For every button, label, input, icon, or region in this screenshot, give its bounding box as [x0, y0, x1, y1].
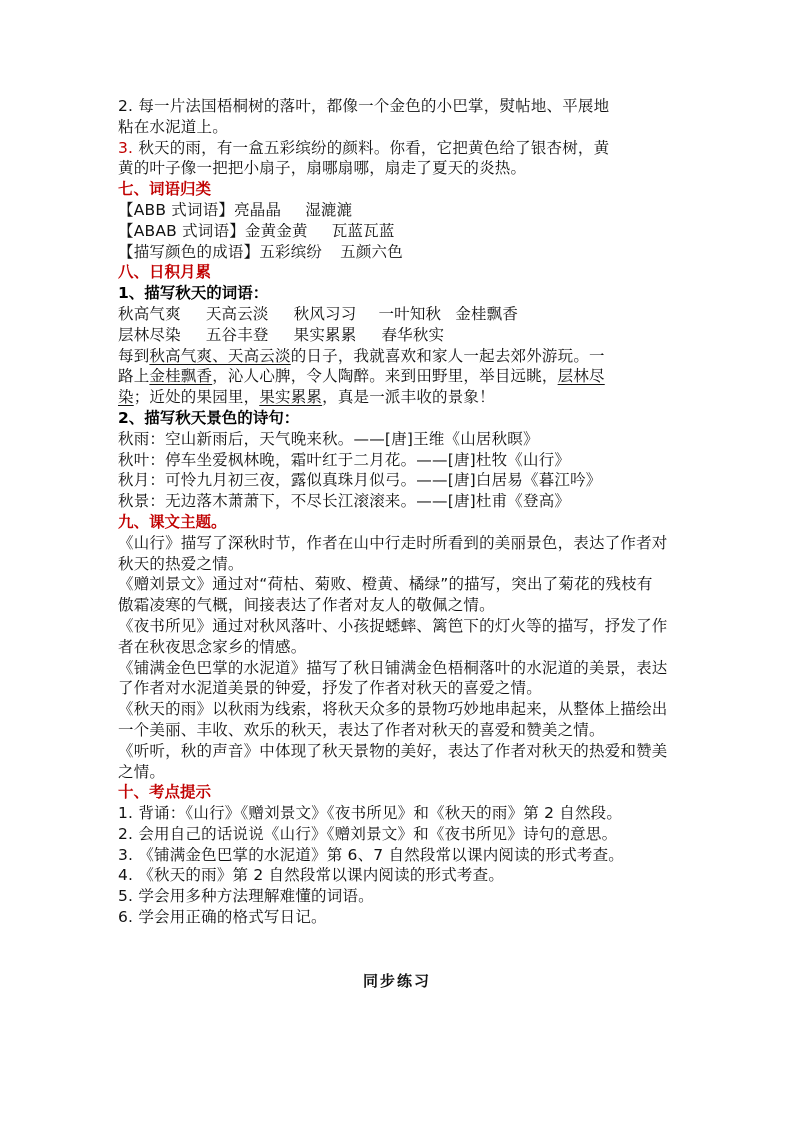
- subheading: 1、描写秋天的词语：: [118, 284, 269, 303]
- text-line: 了作者对水泥道美景的钟爱，抒发了作者对秋天的喜爱之情。: [118, 679, 542, 698]
- list-item: 4. 《秋天的雨》第 2 自然段常以课内阅读的形式考查。: [118, 866, 505, 885]
- text-line: 黄的叶子像一把把小扇子，扇哪扇哪，扇走了夏天的炎热。: [118, 159, 527, 178]
- document-body: [118, 96, 678, 928]
- list-item: 5. 学会用多种方法理解难懂的词语。: [118, 887, 374, 906]
- text-span: ；近处的果园里，: [133, 388, 260, 407]
- text-line: [118, 387, 678, 408]
- text-line: 《赠刘景文》通过对“荷枯、菊败、橙黄、橘绿”的描写，突出了菊花的残枝有: [118, 575, 653, 594]
- word: 五谷丰登: [205, 325, 269, 344]
- word: 一叶知秋: [378, 304, 442, 323]
- poem-line: 秋月：可怜九月初三夜，露似真珠月似弓。——[唐]白居易《暮江吟》: [118, 471, 602, 490]
- word: 天高云淡: [205, 304, 269, 323]
- list-item: 2. 会用自己的话说说《山行》《赠刘景文》和《夜书所见》诗句的意思。: [118, 824, 618, 843]
- text-span: ，真是一派丰收的景象！: [322, 388, 495, 407]
- poem-line: 秋叶：停车坐爱枫林晚，霜叶红于二月花。——[唐]杜牧《山行》: [118, 450, 571, 469]
- text-line: 《山行》描写了深秋时节，作者在山中行走时所看到的美丽景色，表达了作者对: [118, 533, 668, 552]
- text-line: 粘在水泥道上。: [118, 117, 228, 136]
- word-row: [118, 325, 678, 346]
- text-line: 《铺满金色巴掌的水泥道》描写了秋日铺满金色梧桐落叶的水泥道的美景，表达: [118, 658, 668, 677]
- subheading: 2、描写秋天景色的诗句：: [118, 408, 300, 427]
- word: 秋高气爽: [118, 304, 181, 323]
- poem-line: 秋景：无边落木萧萧下，不尽长江滚滚来。——[唐]杜甫《登高》: [118, 492, 571, 511]
- word: 金桂飘香: [455, 304, 519, 323]
- word: 层林尽染: [118, 325, 181, 344]
- text-span: 路上: [118, 367, 150, 386]
- text-line: 之情。: [118, 762, 166, 781]
- section-heading-8: 八、日积月累: [118, 263, 212, 282]
- word: 瓦蓝瓦蓝: [331, 221, 395, 240]
- text-line: [118, 346, 678, 367]
- word: 果实累累: [293, 325, 357, 344]
- list-item: 1. 背诵：《山行》《赠刘景文》《夜书所见》和《秋天的雨》第 2 自然段。: [118, 804, 623, 823]
- word-row: [118, 304, 678, 325]
- word: 春华秋实: [381, 325, 445, 344]
- section-heading-9: 九、课文主题。: [118, 512, 227, 531]
- group-label: 【ABAB 式词语】: [118, 221, 245, 240]
- text-line: 傲霜凌寒的气概，间接表达了作者对友人的敬佩之情。: [118, 596, 495, 615]
- list-item: 6. 学会用正确的格式写日记。: [118, 908, 327, 927]
- list-item: 3. 《铺满金色巴掌的水泥道》第 6、7 自然段常以课内阅读的形式考查。: [118, 845, 624, 864]
- word-group-color: [118, 242, 678, 263]
- group-label: 【ABB 式词语】: [118, 200, 235, 219]
- word-group-abb: [118, 200, 678, 221]
- text-line: 2. 每一片法国梧桐树的落叶，都像一个金色的小巴掌，熨帖地、平展地: [118, 97, 610, 115]
- text-span: 秋天的雨，有一盒五彩缤纷的颜料。你看，它把黄色给了银杏树，黄: [133, 138, 610, 157]
- underlined-phrase: 秋高气爽、天高云淡: [149, 346, 291, 365]
- word: 五颜六色: [340, 242, 403, 261]
- text-span: ，沁人心脾，令人陶醉。来到田野里，举目远眺，: [212, 367, 558, 386]
- underlined-phrase: 层林尽: [557, 367, 605, 386]
- text-line: 者在秋夜思念家乡的情感。: [118, 637, 307, 656]
- word: 亮晶晶: [234, 200, 282, 219]
- text-line: 《夜书所见》通过对秋风落叶、小孩捉蟋蟀、篱笆下的灯火等的描写，抒发了作: [118, 616, 668, 635]
- practice-title: 同步练习: [362, 972, 431, 990]
- item-number: 3.: [118, 138, 134, 157]
- underlined-phrase: 金桂飘香: [149, 367, 213, 386]
- group-label: 【描写颜色的成语】: [118, 242, 260, 261]
- underlined-phrase: 染: [118, 388, 134, 407]
- section-heading-7: 七、词语归类: [118, 180, 212, 199]
- word-group-abab: [118, 221, 678, 242]
- word: 五彩缤纷: [259, 242, 323, 261]
- text-span: 每到: [118, 346, 150, 365]
- text-span: 的日子，我就喜欢和家人一起去郊外游玩。一: [290, 346, 605, 365]
- word: 金黄金黄: [244, 221, 308, 240]
- text-line: 《听听，秋的声音》中体现了秋天景物的美好，表达了作者对秋天的热爱和赞美: [118, 741, 668, 760]
- text-line: 一个美丽、丰收、欢乐的秋天，表达了作者对秋天的喜爱和赞美之情。: [118, 720, 605, 739]
- word: 秋风习习: [293, 304, 357, 323]
- text-line: [118, 366, 678, 387]
- poem-line: 秋雨：空山新雨后，天气晚来秋。——[唐]王维《山居秋暝》: [118, 429, 539, 448]
- text-line: [118, 138, 678, 159]
- underlined-phrase: 果实累累: [259, 388, 323, 407]
- text-line: 秋天的热爱之情。: [118, 554, 244, 573]
- word: 湿漉漉: [305, 200, 353, 219]
- text-line: 《秋天的雨》以秋雨为线索，将秋天众多的景物巧妙地串起来，从整体上描绘出: [118, 700, 668, 719]
- section-heading-10: 十、考点提示: [118, 783, 212, 802]
